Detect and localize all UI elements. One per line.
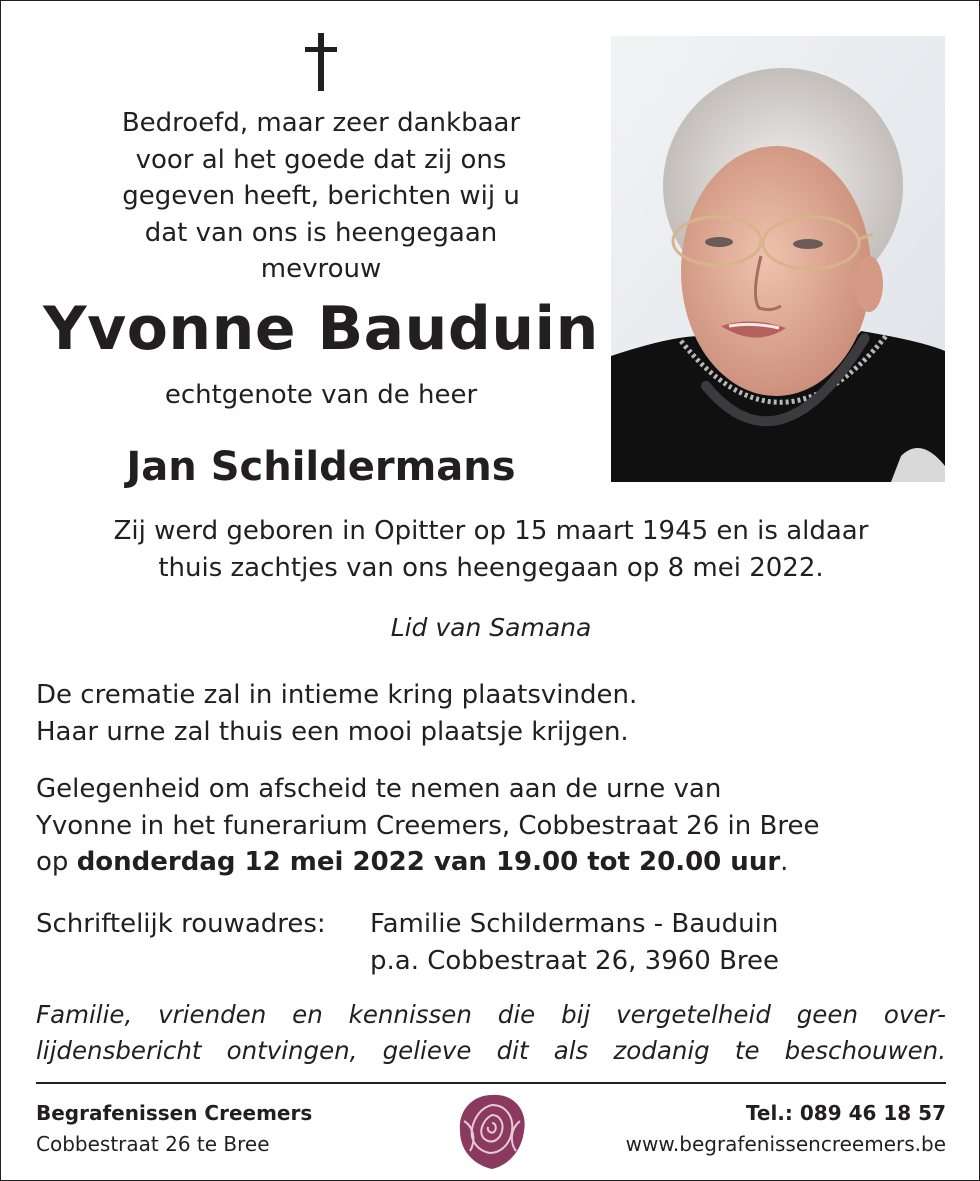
notice-line-2: lijdensbericht ontvingen, gelieve dit als zodanig te beschouwen. [36, 1036, 946, 1065]
address-label: Schriftelijk rouwadres: [36, 909, 326, 939]
urn-line: Haar urne zal thuis een mooi plaatsje krijgen. [36, 716, 629, 747]
birth-line: Zij werd geboren in Opitter op 15 maart 1945 en is aldaar [113, 516, 869, 546]
farewell-line: Gelegenheid om afscheid te nemen aan de urne van [36, 774, 722, 804]
farewell-datetime: donderdag 12 mei 2022 van 19.00 tot 20.00 uur [76, 847, 781, 877]
address-line-2: p.a. Cobbestraat 26, 3960 Bree [370, 945, 780, 976]
farewell-suffix: . [780, 847, 789, 877]
notice-text [36, 997, 946, 1069]
intro-line: mevrouw [260, 254, 382, 284]
address-line-1: Familie Schildermans - Bauduin [370, 909, 779, 939]
spouse-name: Jan Schildermans [126, 444, 516, 490]
company-name: Begrafenissen Creemers [36, 1101, 313, 1125]
intro-text [21, 105, 621, 288]
intro-line: Bedroefd, maar zeer dankbaar [121, 108, 521, 138]
portrait-photo [611, 36, 945, 482]
relation-text: echtgenote van de heer [164, 380, 478, 410]
website-link[interactable]: www.begrafenissencreemers.be [625, 1132, 946, 1156]
farewell-time-line [36, 844, 956, 881]
farewell-prefix: op [36, 847, 77, 877]
address-lines [370, 906, 779, 979]
membership-text: Lid van Samana [390, 613, 592, 642]
birth-death-text [1, 513, 980, 586]
footer-divider [36, 1082, 946, 1084]
cross-icon [21, 31, 621, 97]
deceased-name: Yvonne Bauduin [43, 294, 599, 364]
intro-line: voor al het goede dat zij ons [135, 144, 507, 175]
cremation-text [36, 677, 956, 750]
rose-logo-icon [454, 1091, 530, 1173]
farewell-location-line: Yvonne in het funerarium Creemers, Cobbestraat 26 in Bree [36, 810, 820, 841]
farewell-text [36, 771, 956, 881]
phone-number: Tel.: 089 46 18 57 [745, 1101, 946, 1125]
notice-line-1: Familie, vrienden en kennissen die bij vergetelheid geen over- [36, 1000, 946, 1029]
death-line: thuis zachtjes van ons heengegaan op 8 mei 2022. [158, 552, 824, 583]
intro-line: dat van ons is heengegaan [144, 217, 498, 248]
cremation-line: De crematie zal in intieme kring plaatsvinden. [36, 680, 638, 710]
intro-line: gegeven heeft, berichten wij u [122, 181, 520, 211]
company-address: Cobbestraat 26 te Bree [36, 1132, 270, 1156]
